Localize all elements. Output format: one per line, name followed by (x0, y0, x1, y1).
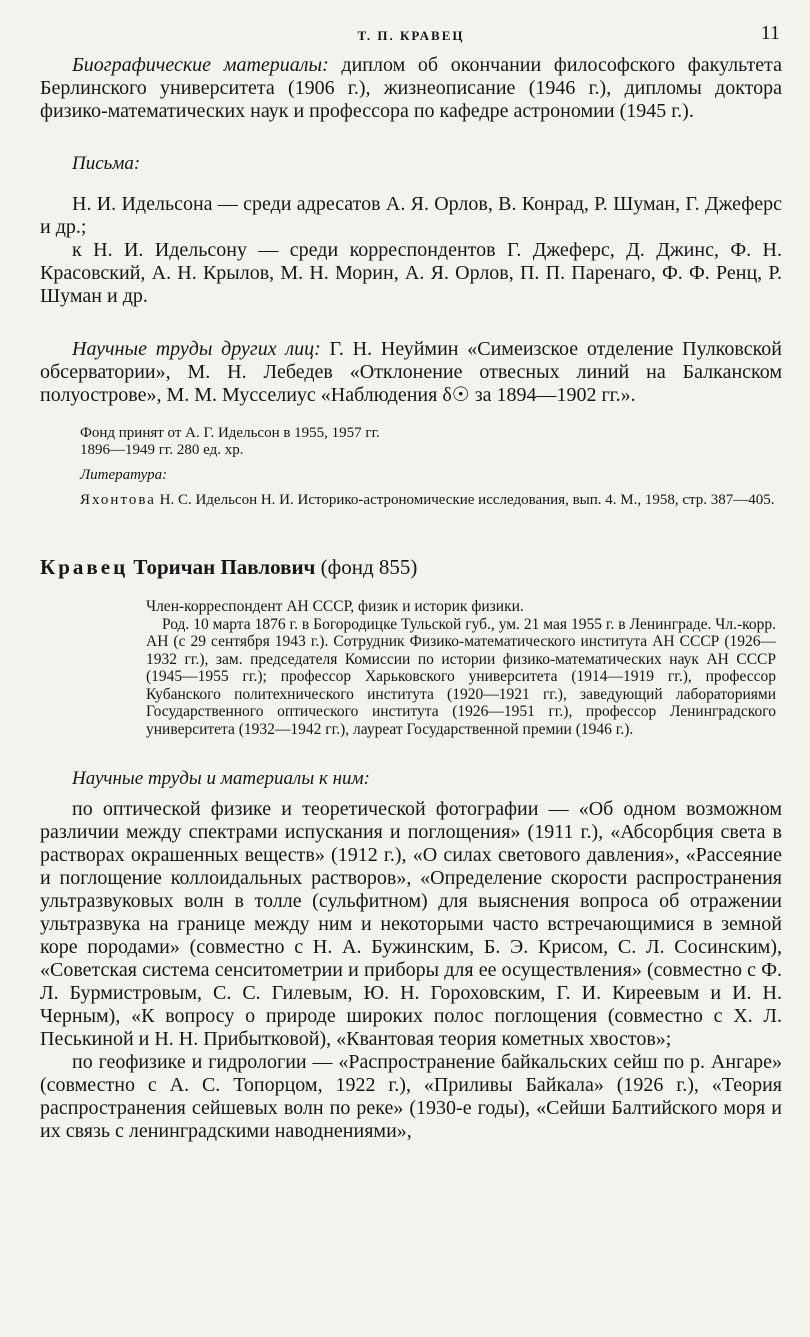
fund-855-number: (фонд 855) (315, 555, 418, 579)
letters-to: к Н. И. Идельсону — среди корреспондентов Г. Джеферс, Д. Джинс, Ф. Н. Красовский, А. Н. Крылов, М. Н. Морин, А. Я. Орлов, П. П. Паренаго, Ф. Ф. Ренц, Р. Шуман и др. (40, 239, 782, 307)
fund-855-member-line: Член-корреспондент АН СССР, физик и историк физики. (146, 598, 524, 615)
works-optics: по оптической физике и теоретической фотографии — «Об одном возможном различии между спектрами испускания и поглощения» (1911 г.), «Абсорбция света в растворах окрашенных веществ» (1912 г.), «О силах светового давления», «Рассеяние и поглощение коллоидальных растворов», «Определение скорости распространения ультразвуковых волн в толле (сульфитном) для выяснения вопроса об отражении ультразвука на границе между ним и некоторыми часто встречающимися в земной коре породами» (совместно с Н. А. Бужинским, Б. Э. Крисом, С. Л. Сосинским), «Советская система сенситометрии и приборы для ее осуществления» (совместно с Ф. Л. Бурмистровым, С. С. Гилевым, Ю. Н. Гороховским, Г. И. Киреевым и И. Н. Черным), «К вопросу о природе широких полос поглощения (совместно с Х. Л. Песькиной и Н. Н. Прибытковой), «Квантовая теория кометных хвостов»; (40, 798, 782, 1050)
fund-accepted-line1: Фонд принят от А. Г. Идельсон в 1955, 1957 гг. (80, 425, 380, 441)
fund-accepted-line2: 1896—1949 гг. 280 ед. хр. (80, 442, 244, 458)
literature-entry (40, 492, 782, 509)
works-heading: Научные труды и материалы к ним: (72, 768, 370, 789)
fund-855-bio-text: Род. 10 марта 1876 г. в Богородицке Тульской губ., ум. 21 мая 1955 г. в Ленинграде. Чл.-корр. АН (с 29 сентября 1943 г.). Сотрудник Физико-математического института АН СССР (1926—1932 гг.), зам. председателя Комиссии по истории физико-математических наук АН СССР (1945—1955 гг.); профессор Харьковского университета (1914—1919 гг.), профессор Кубанского политехнического института (1920—1921 гг.), заведующий лабораториями Государственного оптического института (1926—1951 гг.), профессор Ленинградского университета (1932—1942 гг.), лауреат Государственной премии (1946 г.). (146, 615, 776, 738)
literature-heading: Литература: (80, 467, 168, 483)
fund-855-given: Торичан Павлович (128, 555, 316, 579)
running-head: Т. П. КРАВЕЦ (357, 28, 465, 43)
page-number: 11 (760, 22, 780, 44)
bio-materials-text: диплом об окончании философского факультета Берлинского университета (1906 г.), жизнеописание (1946 г.), дипломы доктора физико-математических наук и профессора по кафедре астрономии (1945 г.). (40, 54, 783, 122)
bio-materials-label: Биографические материалы: (72, 54, 329, 76)
letters-heading: Письма: (72, 153, 141, 174)
fund-855-heading (40, 555, 782, 580)
others-works-text: Г. Н. Неуймин «Симеизское отделение Пулковской обсерватории», М. Н. Лебедев «Отклонение отвесных линий на Балканском полуострове», М. М. Мусселиус «Наблюдения δ☉ за 1894—1902 гг.». (40, 338, 782, 406)
others-works-label: Научные труды других лиц: (72, 338, 321, 360)
literature-author: Яхонтова (80, 492, 156, 508)
page-header (40, 18, 782, 54)
works-geophysics: по геофизике и гидрологии — «Распространение байкальских сейш по р. Ангаре» (совместно с А. С. Топорцом, 1922 г.), «Приливы Байкала» (1926 г.), «Теория распространения сейшевых волн по реке» (1930-е годы), «Сейши Балтийского моря и их связь с ленинградскими наводнениями», (40, 1051, 782, 1142)
fund-855-surname: Кравец (40, 555, 129, 579)
bio-materials-paragraph (40, 54, 782, 123)
letters-from: Н. И. Идельсона — среди адресатов А. Я. Орлов, В. Конрад, Р. Шуман, Г. Джеферс и др.; (40, 193, 782, 238)
fund-855-bio-block (40, 598, 782, 738)
others-works-paragraph (40, 338, 782, 407)
literature-text: Н. С. Идельсон Н. И. Историко-астрономические исследования, вып. 4. М., 1958, стр. 387—405. (155, 492, 775, 508)
